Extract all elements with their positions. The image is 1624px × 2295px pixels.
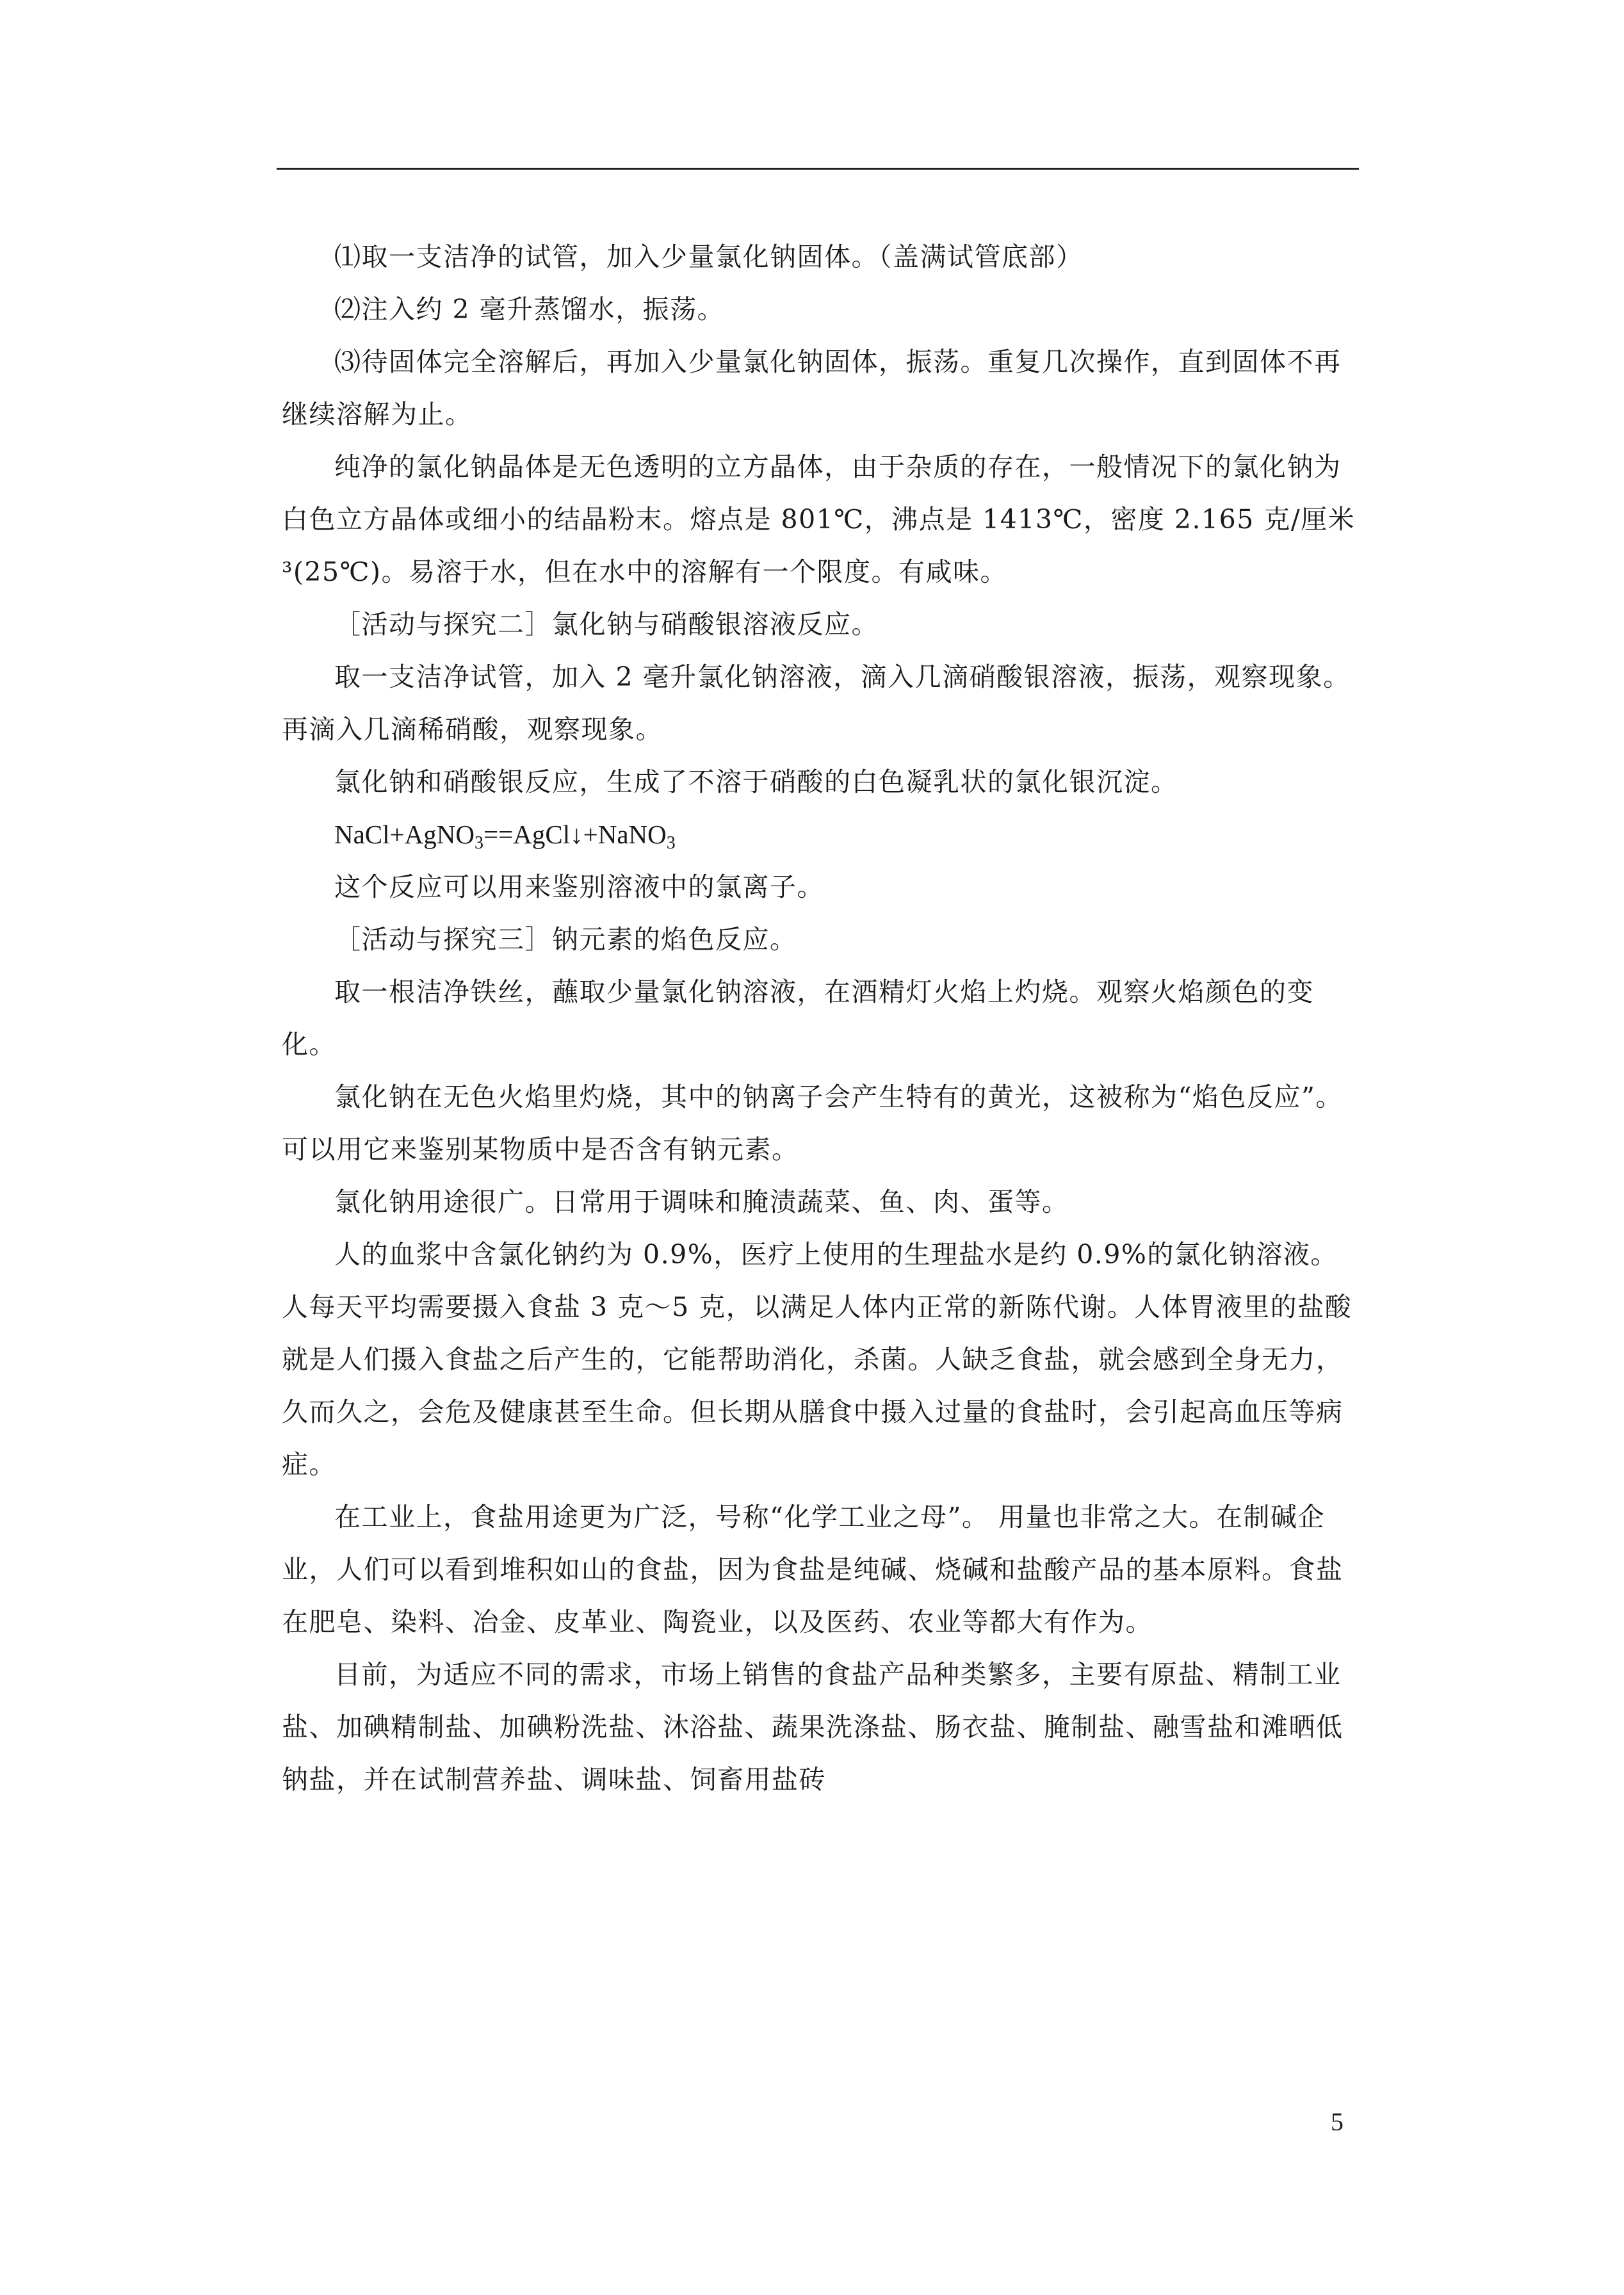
equation-subscript: 3 bbox=[475, 833, 483, 853]
paragraph: ⑵注入约 2 毫升蒸馏水，振荡。 bbox=[334, 294, 725, 325]
chemical-equation bbox=[282, 808, 1364, 861]
document-body bbox=[282, 231, 1364, 1806]
equation-part: NaCl+AgNO bbox=[334, 820, 475, 849]
paragraph: 取一根洁净铁丝，蘸取少量氯化钠溶液，在酒精灯火焰上灼烧。观察火焰颜色的变化。 bbox=[282, 977, 1314, 1060]
paragraph: 纯净的氯化钠晶体是无色透明的立方晶体，由于杂质的存在，一般情况下的氯化钠为白色立方晶体或细小的结晶粉末。熔点是 801℃，沸点是 1413℃，密度 2.165 克/厘米³(25℃)。易溶于水，但在水中的溶解有一个限度。有咸味。 bbox=[282, 451, 1356, 587]
paragraph: 氯化钠用途很广。日常用于调味和腌渍蔬菜、鱼、肉、蛋等。 bbox=[334, 1187, 1069, 1217]
paragraph: 目前，为适应不同的需求，市场上销售的食盐产品种类繁多，主要有原盐、精制工业盐、加碘精制盐、加碘粉洗盐、沐浴盐、蔬果洗涤盐、肠衣盐、腌制盐、融雪盐和滩晒低钠盐，并在试制营养盐、调味盐、饲畜用盐砖 bbox=[282, 1659, 1344, 1795]
paragraph: 在工业上，食盐用途更为广泛，号称“化学工业之母”。 用量也非常之大。在制碱企业，人们可以看到堆积如山的食盐，因为食盐是纯碱、烧碱和盐酸产品的基本原料。食盐在肥皂、染料、冶金、皮革业、陶瓷业，以及医药、农业等都大有作为。 bbox=[282, 1502, 1344, 1637]
equation-subscript: 3 bbox=[666, 833, 676, 853]
paragraph: 人的血浆中含氯化钠约为 0.9%，医疗上使用的生理盐水是约 0.9%的氯化钠溶液。人每天平均需要摄入食盐 3 克～5 克，以满足人体内正常的新陈代谢。人体胃液里的盐酸就是人们摄入食盐之后产生的，它能帮助消化，杀菌。人缺乏食盐，就会感到全身无力，久而久之，会危及健康甚至生命。但长期从膳食中摄入过量的食盐时，会引起高血压等病症。 bbox=[282, 1239, 1352, 1480]
paragraph: ⑶待固体完全溶解后，再加入少量氯化钠固体，振荡。重复几次操作，直到固体不再继续溶解为止。 bbox=[282, 346, 1342, 430]
paragraph: 取一支洁净试管，加入 2 毫升氯化钠溶液，滴入几滴硝酸银溶液，振荡，观察现象。再滴入几滴稀硝酸，观察现象。 bbox=[282, 661, 1351, 745]
activity-heading: ［活动与探究二］氯化钠与硝酸银溶液反应。 bbox=[334, 609, 879, 640]
paragraph: 这个反应可以用来鉴别溶液中的氯离子。 bbox=[334, 872, 824, 902]
page-number: 5 bbox=[1331, 2107, 1344, 2136]
paragraph: ⑴取一支洁净的试管，加入少量氯化钠固体。（盖满试管底部） bbox=[334, 241, 1084, 272]
paragraph: 氯化钠和硝酸银反应，生成了不溶于硝酸的白色凝乳状的氯化银沉淀。 bbox=[334, 766, 1178, 797]
activity-heading: ［活动与探究三］钠元素的焰色反应。 bbox=[334, 924, 797, 955]
equation-part: ==AgCl↓+NaNO bbox=[483, 820, 667, 849]
header-rule bbox=[277, 168, 1359, 170]
paragraph: 氯化钠在无色火焰里灼烧，其中的钠离子会产生特有的黄光，这被称为“焰色反应”。可以用它来鉴别某物质中是否含有钠元素。 bbox=[282, 1082, 1343, 1165]
